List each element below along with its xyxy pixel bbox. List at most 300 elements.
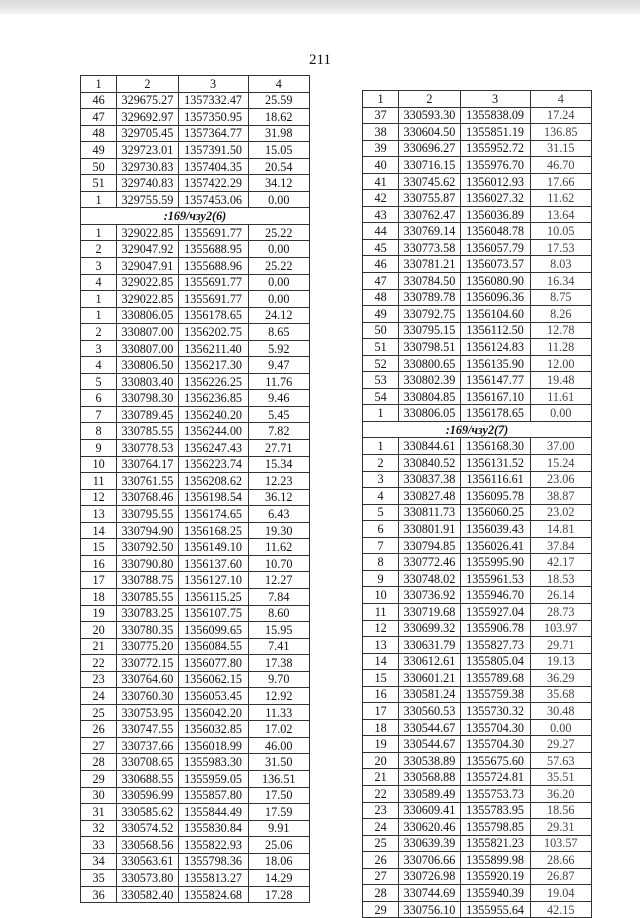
point-number-cell: 18	[363, 719, 399, 736]
table-header-row	[363, 91, 592, 108]
x-coordinate-cell: 330756.10	[399, 901, 460, 918]
distance-cell: 36.12	[248, 489, 310, 506]
point-number-cell: 22	[81, 655, 117, 672]
table-row	[81, 737, 310, 754]
distance-cell: 27.71	[248, 440, 310, 457]
table-row	[81, 853, 310, 870]
table-row	[363, 587, 592, 604]
distance-cell: 19.30	[248, 522, 310, 539]
x-coordinate-cell: 330744.69	[399, 885, 460, 902]
y-coordinate-cell: 1355857.80	[178, 787, 248, 804]
point-number-cell: 3	[81, 258, 117, 275]
point-number-cell: 18	[81, 588, 117, 605]
distance-cell: 9.46	[248, 390, 310, 407]
y-coordinate-cell: 1355995.90	[460, 554, 530, 571]
x-coordinate-cell: 329740.83	[117, 175, 178, 192]
point-number-cell: 26	[363, 852, 399, 869]
distance-cell: 18.06	[248, 853, 310, 870]
table-row	[81, 473, 310, 490]
distance-cell: 31.15	[530, 140, 592, 157]
distance-cell: 0.00	[248, 191, 310, 208]
table-row	[363, 107, 592, 124]
y-coordinate-cell: 1356147.77	[460, 372, 530, 389]
x-coordinate-cell: 330589.49	[399, 785, 460, 802]
table-row	[81, 804, 310, 821]
table-row	[363, 289, 592, 306]
table-row	[81, 770, 310, 787]
y-coordinate-cell: 1357453.06	[178, 191, 248, 208]
point-number-cell: 26	[81, 721, 117, 738]
distance-cell: 9.70	[248, 671, 310, 688]
y-coordinate-cell: 1355959.05	[178, 770, 248, 787]
distance-cell: 7.41	[248, 638, 310, 655]
y-coordinate-cell: 1355704.30	[460, 736, 530, 753]
distance-cell: 8.75	[530, 289, 592, 306]
distance-cell: 37.84	[530, 537, 592, 554]
table-row	[81, 373, 310, 390]
distance-cell: 19.48	[530, 372, 592, 389]
point-number-cell: 35	[81, 870, 117, 887]
distance-cell: 12.78	[530, 322, 592, 339]
y-coordinate-cell: 1356167.10	[460, 388, 530, 405]
x-coordinate-cell: 330803.40	[117, 373, 178, 390]
coordinates-table-right	[362, 90, 592, 918]
y-coordinate-cell: 1356112.50	[460, 322, 530, 339]
point-number-cell: 29	[363, 901, 399, 918]
y-coordinate-cell: 1355976.70	[460, 157, 530, 174]
x-coordinate-cell: 330804.85	[399, 388, 460, 405]
point-number-cell: 1	[363, 405, 399, 422]
x-coordinate-cell: 330798.51	[399, 339, 460, 356]
column-header: 2	[117, 76, 178, 93]
table-row	[81, 754, 310, 771]
y-coordinate-cell: 1355805.04	[460, 653, 530, 670]
y-coordinate-cell: 1355813.27	[178, 870, 248, 887]
table-row	[81, 588, 310, 605]
point-number-cell: 1	[81, 224, 117, 241]
y-coordinate-cell: 1355798.36	[178, 853, 248, 870]
table-row	[81, 605, 310, 622]
y-coordinate-cell: 1355691.77	[178, 224, 248, 241]
x-coordinate-cell: 330811.73	[399, 504, 460, 521]
distance-cell: 19.13	[530, 653, 592, 670]
y-coordinate-cell: 1356077.80	[178, 655, 248, 672]
scan-top-edge	[0, 0, 640, 14]
table-row	[81, 340, 310, 357]
distance-cell: 10.70	[248, 555, 310, 572]
point-number-cell: 28	[81, 754, 117, 771]
y-coordinate-cell: 1355961.53	[460, 570, 530, 587]
x-coordinate-cell: 330620.46	[399, 819, 460, 836]
x-coordinate-cell: 330593.30	[399, 107, 460, 124]
distance-cell: 12.00	[530, 355, 592, 372]
x-coordinate-cell: 329022.85	[117, 274, 178, 291]
distance-cell: 29.27	[530, 736, 592, 753]
table-row	[363, 322, 592, 339]
x-coordinate-cell: 330794.90	[117, 522, 178, 539]
distance-cell: 17.38	[248, 655, 310, 672]
x-coordinate-cell: 330699.32	[399, 620, 460, 637]
x-coordinate-cell: 329022.85	[117, 291, 178, 308]
distance-cell: 103.57	[530, 835, 592, 852]
table-row	[363, 653, 592, 670]
x-coordinate-cell: 329692.97	[117, 109, 178, 126]
y-coordinate-cell: 1356135.90	[460, 355, 530, 372]
point-number-cell: 1	[81, 191, 117, 208]
y-coordinate-cell: 1356127.10	[178, 572, 248, 589]
table-row	[363, 455, 592, 472]
table-row	[81, 870, 310, 887]
point-number-cell: 49	[81, 142, 117, 159]
y-coordinate-cell: 1355704.30	[460, 719, 530, 736]
distance-cell: 17.66	[530, 173, 592, 190]
distance-cell: 15.05	[248, 142, 310, 159]
table-row	[363, 355, 592, 372]
table-row	[363, 372, 592, 389]
distance-cell: 11.76	[248, 373, 310, 390]
point-number-cell: 6	[81, 390, 117, 407]
table-row	[363, 339, 592, 356]
y-coordinate-cell: 1356223.74	[178, 456, 248, 473]
table-row	[363, 306, 592, 323]
y-coordinate-cell: 1355955.64	[460, 901, 530, 918]
table-row	[363, 124, 592, 141]
point-number-cell: 2	[81, 241, 117, 258]
y-coordinate-cell: 1356244.00	[178, 423, 248, 440]
x-coordinate-cell: 330795.55	[117, 506, 178, 523]
y-coordinate-cell: 1356084.55	[178, 638, 248, 655]
distance-cell: 6.43	[248, 506, 310, 523]
x-coordinate-cell: 330568.88	[399, 769, 460, 786]
table-row	[363, 537, 592, 554]
table-row	[81, 886, 310, 903]
point-number-cell: 30	[81, 787, 117, 804]
point-number-cell: 47	[81, 109, 117, 126]
x-coordinate-cell: 330574.52	[117, 820, 178, 837]
distance-cell: 35.68	[530, 686, 592, 703]
point-number-cell: 23	[363, 802, 399, 819]
point-number-cell: 1	[81, 307, 117, 324]
point-number-cell: 50	[81, 158, 117, 175]
y-coordinate-cell: 1356027.32	[460, 190, 530, 207]
distance-cell: 36.20	[530, 785, 592, 802]
y-coordinate-cell: 1356095.78	[460, 488, 530, 505]
point-number-cell: 3	[81, 340, 117, 357]
y-coordinate-cell: 1355838.09	[460, 107, 530, 124]
table-row	[363, 570, 592, 587]
table-row	[363, 703, 592, 720]
distance-cell: 8.26	[530, 306, 592, 323]
table-row	[81, 423, 310, 440]
point-number-cell: 33	[81, 837, 117, 854]
point-number-cell: 16	[81, 555, 117, 572]
x-coordinate-cell: 330778.53	[117, 440, 178, 457]
point-number-cell: 45	[363, 239, 399, 256]
distance-cell: 26.87	[530, 868, 592, 885]
table-row	[363, 670, 592, 687]
y-coordinate-cell: 1356240.20	[178, 406, 248, 423]
table-row	[81, 704, 310, 721]
distance-cell: 16.34	[530, 273, 592, 290]
table-row	[81, 787, 310, 804]
x-coordinate-cell: 330708.65	[117, 754, 178, 771]
x-coordinate-cell: 330784.50	[399, 273, 460, 290]
x-coordinate-cell: 330747.55	[117, 721, 178, 738]
table-row	[363, 819, 592, 836]
table-row	[363, 885, 592, 902]
table-row	[363, 852, 592, 869]
y-coordinate-cell: 1355851.19	[460, 124, 530, 141]
y-coordinate-cell: 1355691.77	[178, 274, 248, 291]
point-number-cell: 27	[81, 737, 117, 754]
y-coordinate-cell: 1356032.85	[178, 721, 248, 738]
point-number-cell: 17	[81, 572, 117, 589]
y-coordinate-cell: 1356208.62	[178, 473, 248, 490]
y-coordinate-cell: 1355822.93	[178, 837, 248, 854]
x-coordinate-cell: 330800.65	[399, 355, 460, 372]
point-number-cell: 11	[363, 603, 399, 620]
distance-cell: 13.64	[530, 206, 592, 223]
point-number-cell: 29	[81, 770, 117, 787]
y-coordinate-cell: 1357364.77	[178, 125, 248, 142]
distance-cell: 17.53	[530, 239, 592, 256]
y-coordinate-cell: 1355821.23	[460, 835, 530, 852]
distance-cell: 11.28	[530, 339, 592, 356]
distance-cell: 20.54	[248, 158, 310, 175]
distance-cell: 0.00	[530, 405, 592, 422]
point-number-cell: 12	[81, 489, 117, 506]
x-coordinate-cell: 329723.01	[117, 142, 178, 159]
x-coordinate-cell: 330780.35	[117, 622, 178, 639]
column-header: 4	[248, 76, 310, 93]
x-coordinate-cell: 330795.15	[399, 322, 460, 339]
distance-cell: 19.04	[530, 885, 592, 902]
distance-cell: 23.06	[530, 471, 592, 488]
distance-cell: 15.24	[530, 455, 592, 472]
distance-cell: 14.29	[248, 870, 310, 887]
y-coordinate-cell: 1356026.41	[460, 537, 530, 554]
table-row	[81, 638, 310, 655]
table-row	[363, 637, 592, 654]
x-coordinate-cell: 330748.02	[399, 570, 460, 587]
y-coordinate-cell: 1356247.43	[178, 440, 248, 457]
x-coordinate-cell: 330802.39	[399, 372, 460, 389]
x-coordinate-cell: 330772.46	[399, 554, 460, 571]
table-row	[81, 456, 310, 473]
distance-cell: 8.65	[248, 324, 310, 341]
y-coordinate-cell: 1356116.61	[460, 471, 530, 488]
table-row	[81, 291, 310, 308]
point-number-cell: 21	[81, 638, 117, 655]
table-row	[81, 489, 310, 506]
y-coordinate-cell: 1357332.47	[178, 92, 248, 109]
distance-cell: 17.24	[530, 107, 592, 124]
point-number-cell: 19	[363, 736, 399, 753]
point-number-cell: 13	[81, 506, 117, 523]
distance-cell: 26.14	[530, 587, 592, 604]
x-coordinate-cell: 330631.79	[399, 637, 460, 654]
point-number-cell: 10	[363, 587, 399, 604]
y-coordinate-cell: 1356217.30	[178, 357, 248, 374]
y-coordinate-cell: 1356039.43	[460, 521, 530, 538]
distance-cell: 17.02	[248, 721, 310, 738]
distance-cell: 28.73	[530, 603, 592, 620]
y-coordinate-cell: 1356018.99	[178, 737, 248, 754]
point-number-cell: 7	[81, 406, 117, 423]
y-coordinate-cell: 1356099.65	[178, 622, 248, 639]
distance-cell: 0.00	[248, 241, 310, 258]
table-row	[363, 140, 592, 157]
y-coordinate-cell: 1355844.49	[178, 804, 248, 821]
table-row	[363, 504, 592, 521]
point-number-cell: 37	[363, 107, 399, 124]
table-row	[81, 109, 310, 126]
x-coordinate-cell: 330785.55	[117, 588, 178, 605]
distance-cell: 42.17	[530, 554, 592, 571]
x-coordinate-cell: 329047.92	[117, 241, 178, 258]
point-number-cell: 39	[363, 140, 399, 157]
distance-cell: 25.59	[248, 92, 310, 109]
distance-cell: 9.47	[248, 357, 310, 374]
point-number-cell: 46	[363, 256, 399, 273]
point-number-cell: 15	[363, 670, 399, 687]
table-row	[363, 752, 592, 769]
table-row	[81, 506, 310, 523]
x-coordinate-cell: 330764.60	[117, 671, 178, 688]
x-coordinate-cell: 330844.61	[399, 438, 460, 455]
table-row	[81, 357, 310, 374]
table-row	[363, 173, 592, 190]
point-number-cell: 4	[81, 274, 117, 291]
point-number-cell: 50	[363, 322, 399, 339]
page-number: 211	[309, 52, 331, 68]
table-row	[81, 837, 310, 854]
x-coordinate-cell: 330798.30	[117, 390, 178, 407]
table-row	[363, 190, 592, 207]
table-row	[363, 603, 592, 620]
section-row	[81, 208, 310, 225]
distance-cell: 37.00	[530, 438, 592, 455]
y-coordinate-cell: 1356062.15	[178, 671, 248, 688]
point-number-cell: 4	[81, 357, 117, 374]
point-number-cell: 5	[81, 373, 117, 390]
table-row	[81, 191, 310, 208]
y-coordinate-cell: 1356036.89	[460, 206, 530, 223]
distance-cell: 17.59	[248, 804, 310, 821]
distance-cell: 103.97	[530, 620, 592, 637]
y-coordinate-cell: 1355753.73	[460, 785, 530, 802]
x-coordinate-cell: 330781.21	[399, 256, 460, 273]
table-row	[81, 721, 310, 738]
distance-cell: 36.29	[530, 670, 592, 687]
point-number-cell: 40	[363, 157, 399, 174]
x-coordinate-cell: 330538.89	[399, 752, 460, 769]
table-row	[81, 274, 310, 291]
y-coordinate-cell: 1356060.25	[460, 504, 530, 521]
y-coordinate-cell: 1356211.40	[178, 340, 248, 357]
x-coordinate-cell: 330581.24	[399, 686, 460, 703]
x-coordinate-cell: 330563.61	[117, 853, 178, 870]
table-row	[81, 324, 310, 341]
point-number-cell: 7	[363, 537, 399, 554]
y-coordinate-cell: 1356178.65	[460, 405, 530, 422]
table-row	[81, 655, 310, 672]
x-coordinate-cell: 330639.39	[399, 835, 460, 852]
x-coordinate-cell: 330573.80	[117, 870, 178, 887]
table-row	[81, 671, 310, 688]
table-row	[363, 239, 592, 256]
x-coordinate-cell: 330762.47	[399, 206, 460, 223]
table-row	[81, 142, 310, 159]
table-row	[81, 406, 310, 423]
point-number-cell: 28	[363, 885, 399, 902]
y-coordinate-cell: 1355827.73	[460, 637, 530, 654]
distance-cell: 46.70	[530, 157, 592, 174]
x-coordinate-cell: 330604.50	[399, 124, 460, 141]
table-row	[363, 802, 592, 819]
table-row	[363, 769, 592, 786]
point-number-cell: 24	[363, 819, 399, 836]
point-number-cell: 47	[363, 273, 399, 290]
distance-cell: 10.05	[530, 223, 592, 240]
y-coordinate-cell: 1357391.50	[178, 142, 248, 159]
distance-cell: 0.00	[248, 274, 310, 291]
distance-cell: 18.53	[530, 570, 592, 587]
distance-cell: 24.12	[248, 307, 310, 324]
distance-cell: 7.82	[248, 423, 310, 440]
table-row	[363, 471, 592, 488]
table-row	[363, 223, 592, 240]
distance-cell: 29.31	[530, 819, 592, 836]
point-number-cell: 2	[81, 324, 117, 341]
distance-cell: 9.91	[248, 820, 310, 837]
point-number-cell: 1	[81, 291, 117, 308]
y-coordinate-cell: 1355946.70	[460, 587, 530, 604]
table-row	[81, 440, 310, 457]
table-row	[363, 273, 592, 290]
distance-cell: 31.50	[248, 754, 310, 771]
x-coordinate-cell: 330585.62	[117, 804, 178, 821]
x-coordinate-cell: 330760.30	[117, 688, 178, 705]
y-coordinate-cell: 1355798.85	[460, 819, 530, 836]
table-row	[363, 835, 592, 852]
point-number-cell: 25	[363, 835, 399, 852]
column-header: 3	[460, 91, 530, 108]
y-coordinate-cell: 1356149.10	[178, 539, 248, 556]
y-coordinate-cell: 1355688.95	[178, 241, 248, 258]
point-number-cell: 8	[363, 554, 399, 571]
point-number-cell: 27	[363, 868, 399, 885]
y-coordinate-cell: 1356104.60	[460, 306, 530, 323]
x-coordinate-cell: 330596.99	[117, 787, 178, 804]
distance-cell: 29.71	[530, 637, 592, 654]
point-number-cell: 24	[81, 688, 117, 705]
distance-cell: 7.84	[248, 588, 310, 605]
x-coordinate-cell: 330769.14	[399, 223, 460, 240]
x-coordinate-cell: 330806.05	[399, 405, 460, 422]
distance-cell: 15.34	[248, 456, 310, 473]
distance-cell: 17.50	[248, 787, 310, 804]
y-coordinate-cell: 1356115.25	[178, 588, 248, 605]
y-coordinate-cell: 1356048.78	[460, 223, 530, 240]
x-coordinate-cell: 330764.17	[117, 456, 178, 473]
x-coordinate-cell: 330837.38	[399, 471, 460, 488]
point-number-cell: 17	[363, 703, 399, 720]
x-coordinate-cell: 330706.66	[399, 852, 460, 869]
point-number-cell: 42	[363, 190, 399, 207]
table-row	[363, 719, 592, 736]
x-coordinate-cell: 330807.00	[117, 340, 178, 357]
